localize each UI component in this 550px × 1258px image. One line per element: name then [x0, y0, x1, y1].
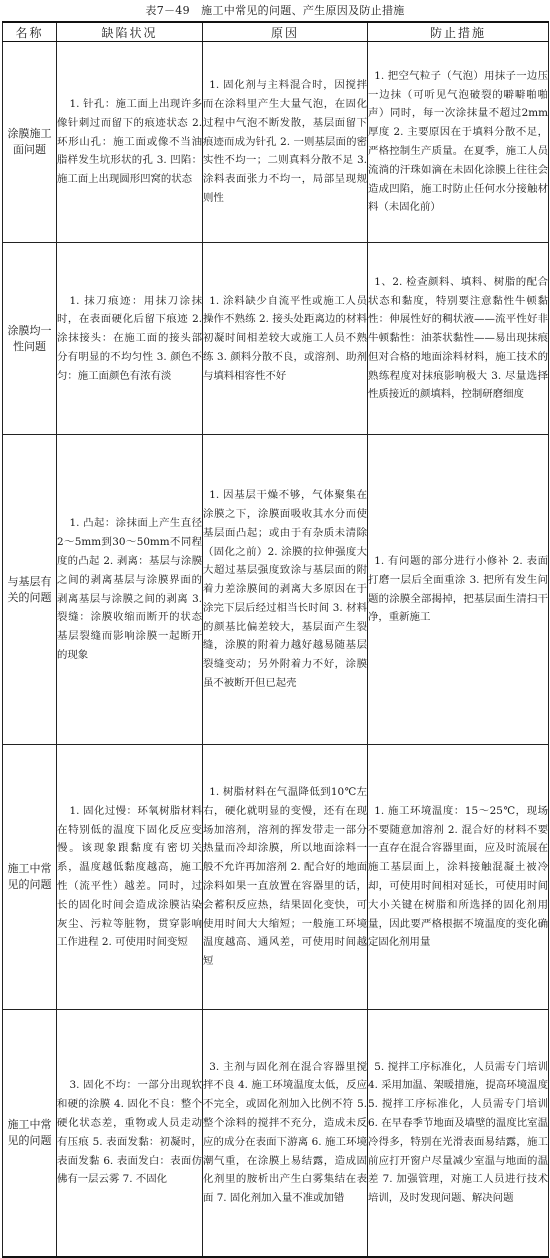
table-row	[3, 1010, 549, 1257]
header-cause: 原因	[203, 22, 368, 42]
defects-table	[2, 21, 549, 1258]
table-row	[3, 243, 549, 435]
row-name: 施工中常见的问题	[3, 1010, 57, 1257]
defect-cell: 3. 固化不均：一部分出现软和硬的涂膜 4. 固化不良：整个硬化状态差，重物或人员走动有压痕 5. 表面发黏：初凝时，表面发黏 6. 表面发白：表面仿佛有一层云雾 7. 不固化	[57, 1010, 203, 1257]
table-row	[3, 435, 549, 745]
cause-cell: 1. 树脂材料在气温降低到10℃左右，硬化就明显的变慢，还有在现场加溶剂，溶剂的挥发带走一部分热量而冷却涂膜，所以地面涂料一般不允许再加溶剂 2. 配合好的地面涂料如果一直放置在容器里的话，会蓄积反应热，结果固化变快，可使用时间大大缩短；一般施工环境温度越高、通风差，可使用时间越短	[203, 745, 368, 1010]
header-defect: 缺陷状况	[57, 22, 203, 42]
cause-cell: 1. 固化剂与主料混合时，因搅拌而在涂料里产生大量气泡，在固化过程中气泡不断发散，基层面留下痕迹而成为针孔 2. 一则基层面的密实性不均一；二则真料分散不足 3. 涂料表面张力不均一，局部呈现规则性	[203, 42, 368, 243]
row-name: 与基层有关的问题	[3, 435, 57, 745]
defect-cell: 1. 凸起：涂抹面上产生直径2～5mm到30～50mm不同程度的凸起 2. 剥离：基层与涂膜之间的剥离基层与涂膜界面的剥离基层与涂膜之间的剥离 3. 裂缝：涂膜收缩而断开的状态基层裂缝而影响涂膜一起断开的现象	[57, 435, 203, 745]
header-name: 名称	[3, 22, 57, 42]
defect-cell: 1. 固化过慢：环氧树脂材料在特别低的温度下固化反应变慢。该现象跟黏度有密切关系，温度越低黏度越高，施工性（流平性）越差。同时，过长的固化时间会造成涂膜沾染灰尘、污粒等脏物，贯穿影响工作进程 2. 可使用时间变短	[57, 745, 203, 1010]
table-row	[3, 42, 549, 243]
table-caption: 表7－49 施工中常见的问题、产生原因及防止措施	[145, 4, 405, 17]
cause-cell: 3. 主剂与固化剂在混合容器里搅拌不良 4. 施工环境温度太低，反应不完全，或固化剂加入比例不符 5. 整个涂料的搅拌不充分，造成未反应的成分在表面下游离 6. 施工环境潮气重，在涂膜上易结露，造成固化剂里的胺析出产生白雾集结在表面 7. 固化剂加入量不准或加错	[203, 1010, 368, 1257]
measure-cell: 1、2. 检查颜料、填料、树脂的配合状态和黏度，特别要注意黏性牛顿黏性：伸展性好的稠状液——流平性好非牛顿黏性：油茶状黏性——易出现抹痕但对合格的地面涂料材料，施工技术的熟练程度对抹痕影响极大 3. 尽量选择性质接近的颜填料，控制研磨细度	[368, 243, 549, 435]
cause-cell: 1. 因基层干燥不够，气体聚集在涂膜之下，涂膜面吸收其水分而使基层面凸起；或由于有杂质未清除（固化之前）2. 涂膜的拉伸强度大大超过基层强度致涂与基层面的附着力差涂膜间的剥离大多原因在于涂完下层后经过相当长时间 3. 材料的颜基比偏差较大，基层面产生裂缝，涂膜的附着力越好越易随基层裂缝变动；另外附着力不好，涂膜虽不被断开但已起壳	[203, 435, 368, 745]
defect-cell: 1. 针孔：施工面上出现许多像针刺过而留下的痕迹状态 2. 环形山孔：施工面或像不当油脂样发生坑形状的孔 3. 凹陷：施工面上出现圆形凹窝的状态	[57, 42, 203, 243]
header-row	[3, 22, 549, 42]
measure-cell: 5. 搅拌工序标准化，人员需专门培训 4. 采用加温、架暖措施，提高环境温度 5. 搅拌工序标准化，人员需专门培训 6. 在早春季节地面及墙壁的温度比室温冷得多，特别在光滑表面易结露，施工前应打开窗户尽量减少室温与地面的温差 7. 加强管理，对施工人员进行技术培训，及时发现问题、解决问题	[368, 1010, 549, 1257]
defect-cell: 1. 抹刀痕迹：用抹刀涂抹时，在表面硬化后留下痕迹 2. 涂抹接头：在施工面的接头部分有明显的不均匀性 3. 颜色不匀：施工面颜色有浓有淡	[57, 243, 203, 435]
measure-cell: 1. 把空气粒子（气泡）用抹子一边压一边抹（可听见气泡破裂的噼噼啪啪声）同时，每一次涂抹量不超过2mm厚度 2. 主要原因在于填料分散不足，严格控制生产质量。在夏季，施工人员流淌的汗珠如滴在未固化涂膜上往往会造成凹陷，施工时防止任何水分接触材料（未固化前）	[368, 42, 549, 243]
table-row	[3, 745, 549, 1010]
row-name: 施工中常见的问题	[3, 745, 57, 1010]
measure-cell: 1. 施工环境温度：15～25℃，现场不要随意加溶剂 2. 混合好的材料不要一直存在混合容器里面，应及时流展在施工基层面上，涂料接触混凝土被冷却，可使用时间相对延长，可使用时间大小关键在树脂和所选择的固化剂用量，因此要严格根据不境温度的变化确定固化剂用量	[368, 745, 549, 1010]
row-name: 涂膜均一性问题	[3, 243, 57, 435]
measure-cell: 1. 有问题的部分进行小修补 2. 表面打磨一层后全面重涂 3. 把所有发生问题的涂膜全部揭掉，把基层面生清扫干净，重新施工	[368, 435, 549, 745]
row-name: 涂膜施工面问题	[3, 42, 57, 243]
header-measure: 防止措施	[368, 22, 549, 42]
cause-cell: 1. 涂料缺少自流平性或施工人员操作不熟练 2. 接头处距离边的材料初凝时间相差较大或施工人员不熟练 3. 颜料分散不良，或溶剂、助剂与填料相容性不好	[203, 243, 368, 435]
